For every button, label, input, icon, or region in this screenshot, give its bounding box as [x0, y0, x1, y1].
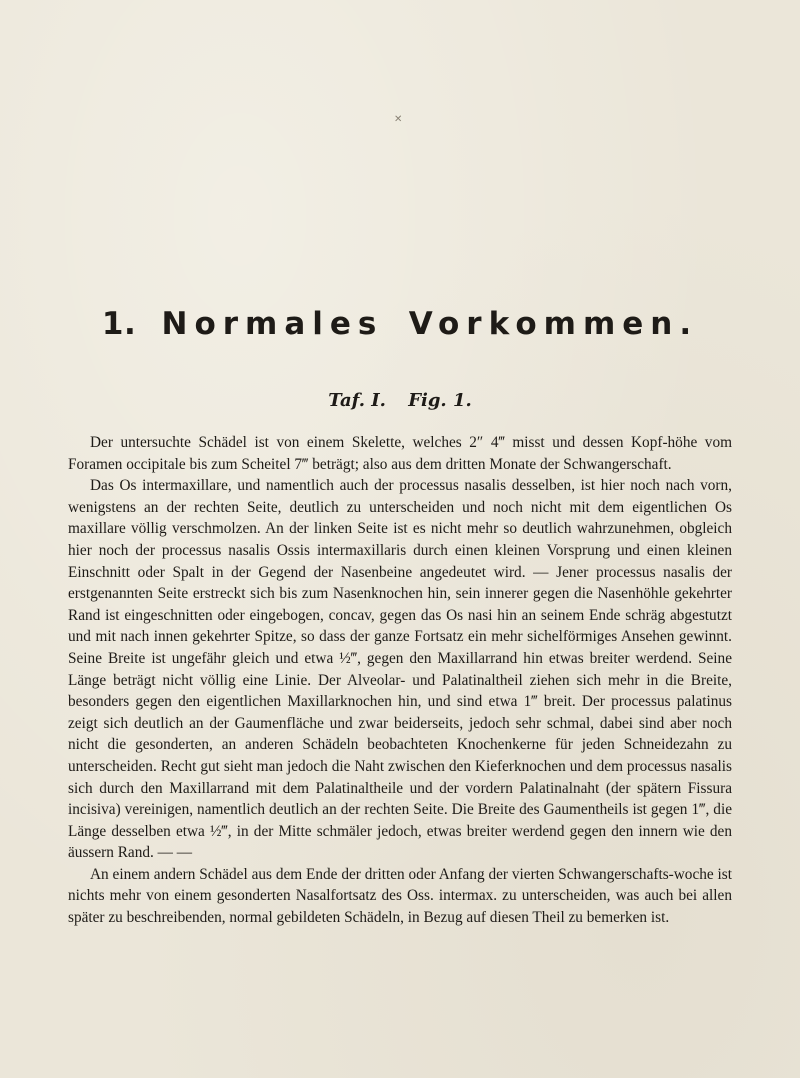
figure-reference — [0, 390, 800, 411]
heading-word-vorkommen: Vorkommen. — [408, 306, 699, 342]
body-text — [68, 432, 732, 929]
ornament-mark: ✕ — [394, 114, 403, 125]
paragraph: Das Os intermaxillare, und namentlich auch der processus nasalis desselben, ist hier noch nach vorn, wenigstens an der rechten Seite, deutlich zu unterscheiden und noch nicht mit dem eigentlichen Os maxillare völlig verschmolzen. An der linken Seite ist es nicht mehr so deutlich wahrzunehmen, obgleich hier noch der processus nasalis Ossis intermaxillaris durch einen kleinen Vorsprung und einen kleinen Einschnitt oder Spalt in der Gegend der Nasenbeine angedeutet wird. — Jener processus nasalis der erstgenannten Seite erstreckt sich bis zum Nasenknochen hin, sein innerer gegen die Nasenhöhle gekehrter Rand ist eingeschnitten oder eingebogen, concav, gegen das Os nasi hin an seinem Ende schräg abgestutzt und mit nach innen gekehrter Spitze, so dass der ganze Fortsatz ein mehr sichelförmiges Ansehen gewinnt. Seine Breite ist ungefähr gleich und etwa ½‴, gegen den Maxillarrand hin etwas breiter werdend. Seine Länge beträgt nicht völlig eine Linie. Der Alveolar- und Palatinaltheil ziehen sich mehr in die Breite, besonders gegen den eigentlichen Maxillarknochen hin, und sind etwa 1‴ breit. Der processus palatinus zeigt sich deutlich an der Gaumenfläche und zwar beiderseits, jedoch sehr schmal, dabei sind aber noch nicht die gesonderten, an anderen Schädeln beobachteten Knochenkerne für jeden Schneidezahn zu unterscheiden. Recht gut sieht man jedoch die Naht zwischen den Kieferknochen und dem processus nasalis sich durch den Maxillarrand mit dem Palatinaltheile und der vordern Palatinalnaht (der spätern Fissura incisiva) vereinigen, namentlich deutlich an der rechten Seite. Die Breite des Gaumentheils ist gegen 1‴, die Länge desselben etwa ½‴, in der Mitte schmäler jedoch, etwas breiter werdend gegen den innern wie den äussern Rand. — — — [68, 477, 732, 862]
paragraph: An einem andern Schädel aus dem Ende der dritten oder Anfang der vierten Schwangerschafts-woche ist nichts mehr von einem gesonderten Nasalfortsatz des Oss. intermax. zu unterscheiden, was auch bei allen später zu beschreibenden, normal gebildeten Schädeln, in Bezug auf diesen Theil zu bemerken ist. — [68, 865, 732, 927]
plate-reference: Taf. I. — [328, 390, 386, 411]
paragraph: Der untersuchte Schädel ist von einem Skelette, welches 2″ 4‴ misst und dessen Kopf-höhe vom Foramen occipitale bis zum Scheitel 7‴ beträgt; also aus dem dritten Monate der Schwangerschaft. — [68, 434, 732, 473]
heading-word-normales: Normales — [161, 306, 384, 342]
section-number: 1. — [101, 306, 137, 342]
figure-number: Fig. 1. — [408, 390, 472, 411]
section-heading — [0, 306, 800, 342]
